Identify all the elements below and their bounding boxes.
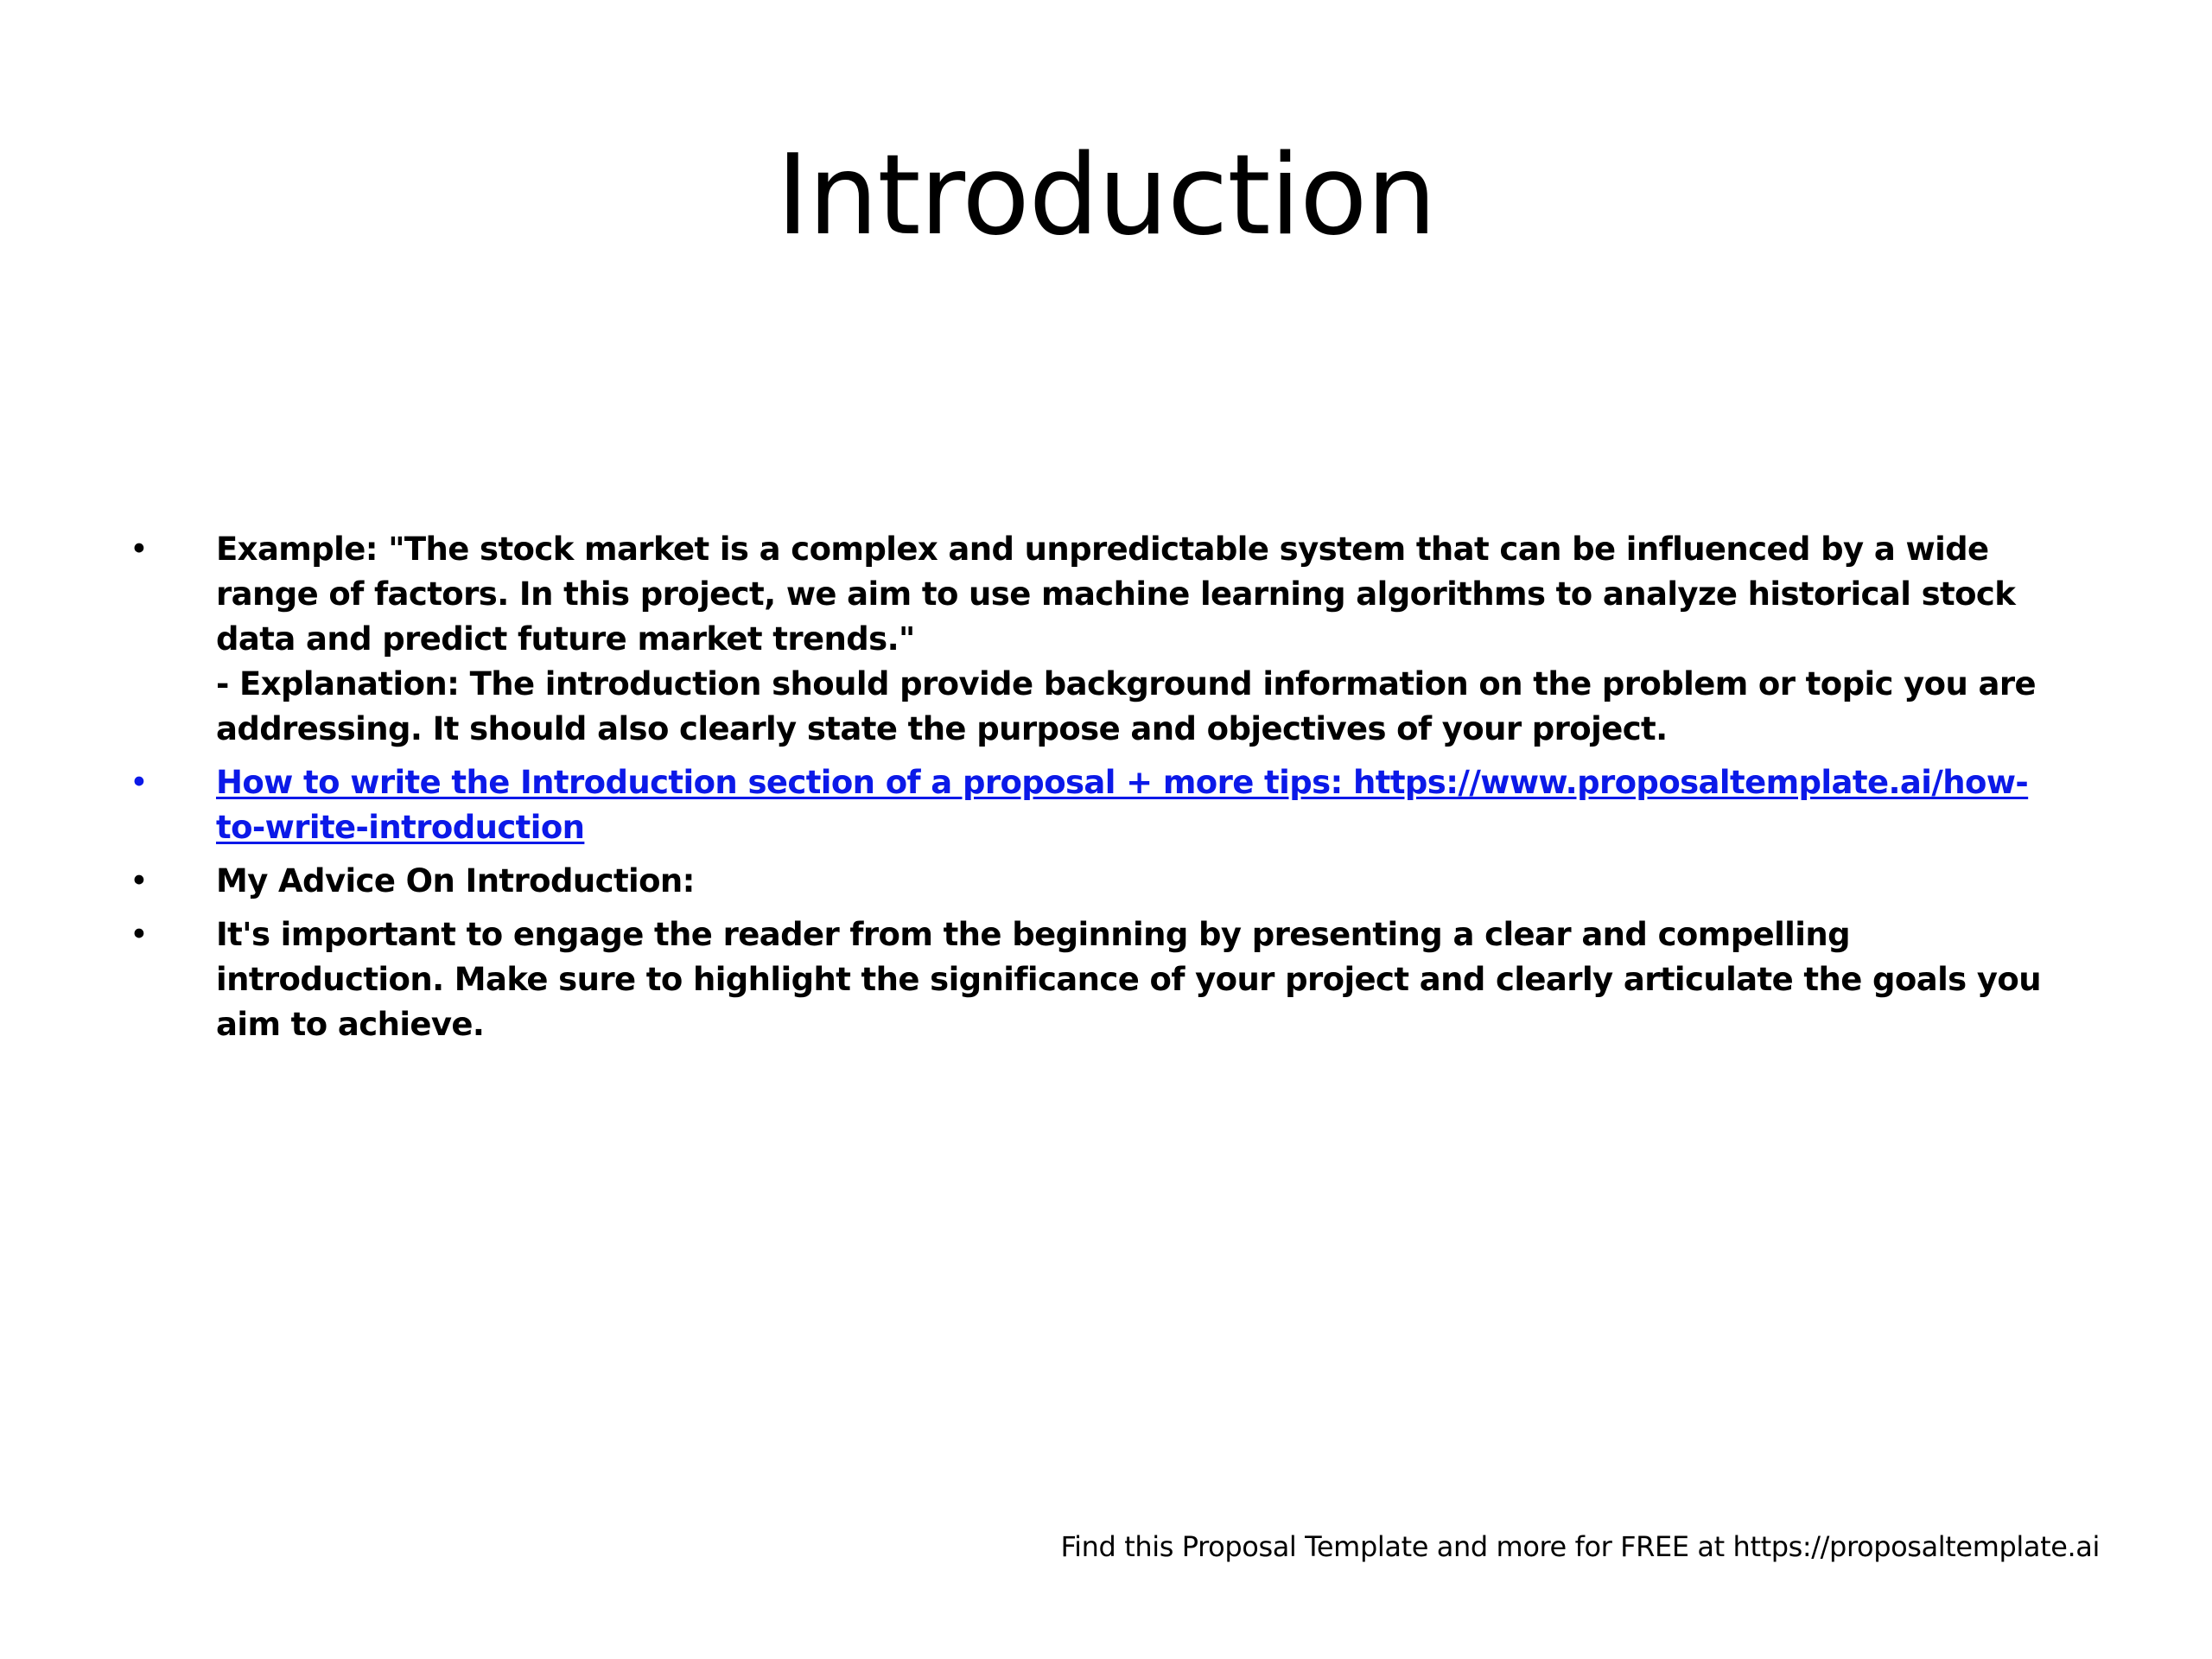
- bullet-text: My Advice On Introduction:: [216, 862, 695, 899]
- bullet-list: [130, 527, 2074, 1056]
- bullet-icon: •: [130, 531, 149, 568]
- bullet-icon: •: [130, 862, 149, 899]
- bullet-icon: •: [130, 764, 149, 801]
- bullet-icon: •: [130, 916, 149, 953]
- bullet-item-advice-heading: [130, 859, 2074, 904]
- bullet-text: It's important to engage the reader from the beginning by presenting a clear and compelling introduction. Make sure to highlight the significance of your project and clearly articulate the goals you aim to achieve.: [216, 916, 2041, 1043]
- slide-title: Introduction: [776, 131, 1436, 260]
- bullet-text: Example: "The stock market is a complex and unpredictable system that can be influenced by a wide range of factors. In this project, we aim to use machine learning algorithms to analyze historical stock data and predict future market trends.": [216, 531, 2016, 658]
- footer-note: Find this Proposal Template and more for FREE at https://proposaltemplate.ai: [1060, 1530, 2100, 1563]
- proposal-tips-link[interactable]: How to write the Introduction section of a proposal + more tips: https://www.proposaltemplate.ai/how-to-write-introduction: [216, 764, 2029, 846]
- bullet-item-link: [130, 760, 2074, 850]
- bullet-continuation: - Explanation: The introduction should provide background information on the problem or topic you are addressing. It should also clearly state the purpose and objectives of your project.: [216, 665, 2037, 747]
- bullet-item-advice: [130, 912, 2074, 1047]
- bullet-item-example: [130, 527, 2074, 752]
